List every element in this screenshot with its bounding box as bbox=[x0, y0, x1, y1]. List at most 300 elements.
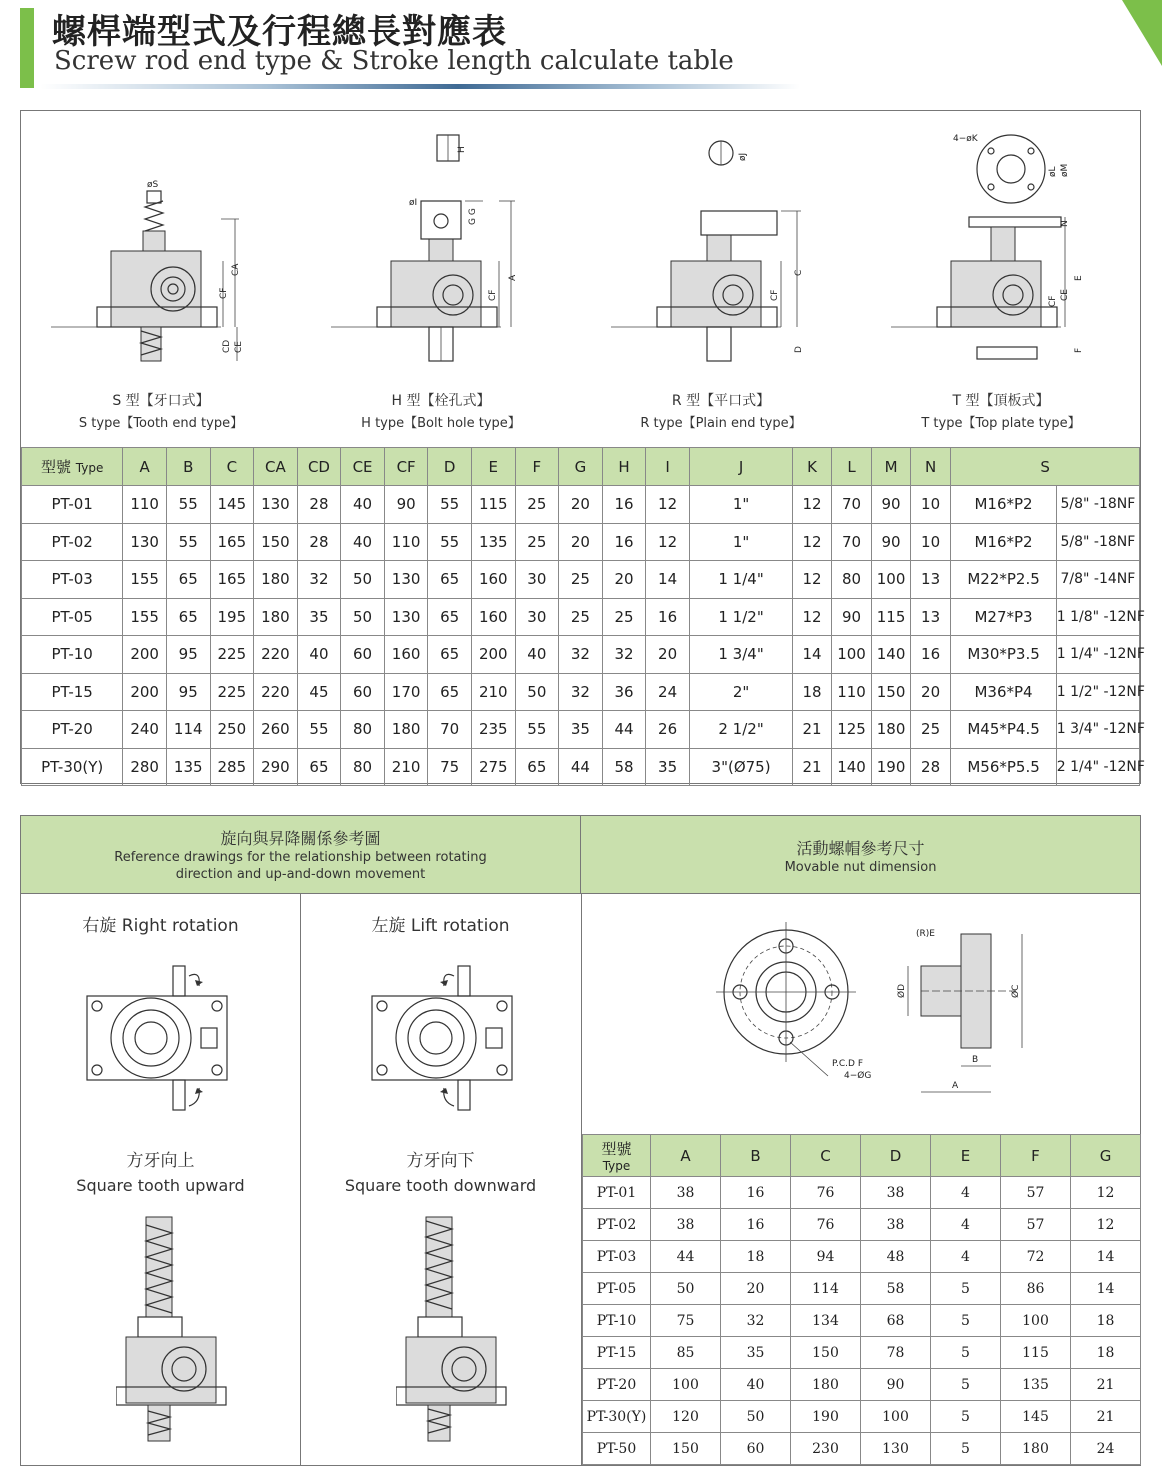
spec-header-col: G bbox=[559, 448, 603, 486]
model-cell: PT-10 bbox=[22, 636, 123, 674]
table-row bbox=[583, 1305, 1141, 1337]
table-cell: 65 bbox=[166, 598, 210, 636]
table-cell: 25 bbox=[559, 561, 603, 599]
model-cell: PT-15 bbox=[583, 1337, 651, 1369]
table-cell: 7/8" -14NF bbox=[1056, 561, 1139, 599]
table-cell: 30 bbox=[515, 561, 559, 599]
page-title-zh: 螺桿端型式及行程總長對應表 bbox=[52, 12, 507, 52]
rotation-reference-title-en-1: Reference drawings for the relationship between rotating bbox=[114, 850, 487, 865]
table-cell: 12 bbox=[793, 598, 832, 636]
table-row bbox=[583, 1369, 1141, 1401]
table-cell: 90 bbox=[872, 523, 911, 561]
spec-header-col: F bbox=[515, 448, 559, 486]
table-cell: 110 bbox=[384, 523, 428, 561]
model-cell: PT-02 bbox=[22, 523, 123, 561]
table-cell: 225 bbox=[210, 636, 254, 674]
table-cell: 40 bbox=[297, 636, 341, 674]
table-row bbox=[583, 1209, 1141, 1241]
model-cell: PT-20 bbox=[583, 1369, 651, 1401]
table-cell: 50 bbox=[515, 673, 559, 711]
type-drawings bbox=[21, 111, 1140, 447]
svg-text:øJ: øJ bbox=[738, 152, 748, 161]
svg-text:CE: CE bbox=[1060, 289, 1070, 301]
table-cell: 145 bbox=[1001, 1401, 1071, 1433]
type-h-label-en: H type【Bolt hole type】 bbox=[361, 416, 521, 431]
table-cell: 160 bbox=[471, 561, 515, 599]
table-cell: 50 bbox=[721, 1401, 791, 1433]
table-cell: 4 bbox=[931, 1177, 1001, 1209]
table-cell: 35 bbox=[297, 598, 341, 636]
table-cell: 225 bbox=[210, 673, 254, 711]
table-cell: 2 1/2" bbox=[689, 711, 792, 749]
table-cell: 5 bbox=[931, 1433, 1001, 1465]
table-cell: 180 bbox=[254, 561, 298, 599]
table-cell: 2 1/4" -12NF bbox=[1056, 748, 1139, 786]
rotation-reference-header bbox=[21, 816, 581, 894]
table-cell: 65 bbox=[428, 673, 472, 711]
table-cell: 114 bbox=[166, 711, 210, 749]
type-t-label-en: T type【Top plate type】 bbox=[921, 416, 1081, 431]
table-cell: 12 bbox=[646, 486, 690, 524]
table-cell: 36 bbox=[602, 673, 646, 711]
table-cell: 12 bbox=[793, 486, 832, 524]
table-cell: 21 bbox=[1071, 1369, 1141, 1401]
table-cell: 65 bbox=[428, 561, 472, 599]
svg-text:G G: G G bbox=[468, 208, 478, 225]
svg-text:øL: øL bbox=[1048, 166, 1058, 177]
table-row bbox=[22, 748, 1140, 786]
nut-a-label: A bbox=[952, 1081, 959, 1091]
table-cell: 32 bbox=[602, 636, 646, 674]
s-type-drawing-icon bbox=[51, 131, 271, 381]
svg-text:øM: øM bbox=[1060, 163, 1070, 177]
spec-header-col: E bbox=[471, 448, 515, 486]
table-cell: 210 bbox=[471, 673, 515, 711]
model-cell: PT-05 bbox=[583, 1273, 651, 1305]
table-row bbox=[583, 1273, 1141, 1305]
table-cell: 16 bbox=[721, 1209, 791, 1241]
table-cell: 16 bbox=[646, 598, 690, 636]
table-cell: 145 bbox=[210, 486, 254, 524]
table-cell: 95 bbox=[166, 673, 210, 711]
nut-c-label: ØC bbox=[1011, 984, 1021, 998]
table-cell: 25 bbox=[559, 598, 603, 636]
table-cell: 1" bbox=[689, 486, 792, 524]
table-cell: 160 bbox=[471, 598, 515, 636]
table-cell: 130 bbox=[384, 561, 428, 599]
rotation-reference-title-en-2: direction and up-and-down movement bbox=[175, 867, 426, 882]
table-cell: 190 bbox=[872, 748, 911, 786]
table-cell: 40 bbox=[721, 1369, 791, 1401]
table-cell: 135 bbox=[166, 748, 210, 786]
type-r-label-en: R type【Plain end type】 bbox=[640, 416, 802, 431]
spec-header-col: A bbox=[123, 448, 167, 486]
svg-text:4−øK: 4−øK bbox=[953, 134, 978, 144]
table-cell: 60 bbox=[721, 1433, 791, 1465]
model-cell: PT-01 bbox=[583, 1177, 651, 1209]
spec-table-header bbox=[22, 448, 1140, 486]
spec-header-col: CE bbox=[341, 448, 385, 486]
svg-text:C: C bbox=[794, 269, 804, 276]
table-cell: 115 bbox=[872, 598, 911, 636]
table-cell: 100 bbox=[831, 636, 872, 674]
model-cell: PT-03 bbox=[22, 561, 123, 599]
table-cell: 86 bbox=[1001, 1273, 1071, 1305]
table-cell: 180 bbox=[872, 711, 911, 749]
table-cell: 40 bbox=[341, 523, 385, 561]
table-cell: 100 bbox=[651, 1369, 721, 1401]
table-cell: 32 bbox=[297, 561, 341, 599]
table-cell: 24 bbox=[646, 673, 690, 711]
table-cell: 165 bbox=[210, 561, 254, 599]
table-row bbox=[583, 1433, 1141, 1465]
table-cell: 110 bbox=[831, 673, 872, 711]
table-cell: 24 bbox=[1071, 1433, 1141, 1465]
table-cell: M30*P3.5 bbox=[951, 636, 1056, 674]
spec-header-col: J bbox=[689, 448, 792, 486]
table-cell: 35 bbox=[721, 1337, 791, 1369]
type-r-label-zh: R 型【平口式】 bbox=[671, 393, 771, 409]
table-cell: 195 bbox=[210, 598, 254, 636]
model-cell: PT-15 bbox=[22, 673, 123, 711]
table-cell: 28 bbox=[910, 748, 951, 786]
left-rotation-label: 左旋 Lift rotation bbox=[371, 916, 510, 936]
table-cell: 75 bbox=[428, 748, 472, 786]
table-row bbox=[22, 598, 1140, 636]
table-cell: 94 bbox=[791, 1241, 861, 1273]
table-cell: 20 bbox=[910, 673, 951, 711]
svg-text:E: E bbox=[1074, 275, 1084, 281]
model-cell: PT-03 bbox=[583, 1241, 651, 1273]
table-cell: 18 bbox=[721, 1241, 791, 1273]
table-cell: 80 bbox=[831, 561, 872, 599]
upward-jack-drawing-icon bbox=[116, 1211, 246, 1451]
table-cell: 80 bbox=[341, 748, 385, 786]
table-cell: 44 bbox=[559, 748, 603, 786]
table-cell: 140 bbox=[831, 748, 872, 786]
table-cell: 5/8" -18NF bbox=[1056, 486, 1139, 524]
table-cell: 5 bbox=[931, 1337, 1001, 1369]
table-cell: 12 bbox=[793, 523, 832, 561]
spec-header-col: CA bbox=[254, 448, 298, 486]
corner-triangle bbox=[1122, 0, 1162, 66]
table-cell: 170 bbox=[384, 673, 428, 711]
spec-header-col: B bbox=[166, 448, 210, 486]
table-cell: 18 bbox=[1071, 1305, 1141, 1337]
table-cell: 90 bbox=[384, 486, 428, 524]
table-cell: 100 bbox=[1001, 1305, 1071, 1337]
spec-table bbox=[21, 447, 1145, 786]
table-cell: 85 bbox=[651, 1337, 721, 1369]
left-rotation-drawing-icon bbox=[366, 956, 526, 1116]
table-cell: 280 bbox=[123, 748, 167, 786]
table-cell: 1" bbox=[689, 523, 792, 561]
table-cell: 12 bbox=[1071, 1209, 1141, 1241]
table-cell: 35 bbox=[646, 748, 690, 786]
table-cell: 2" bbox=[689, 673, 792, 711]
table-cell: 55 bbox=[428, 486, 472, 524]
table-cell: 150 bbox=[254, 523, 298, 561]
table-cell: M56*P5.5 bbox=[951, 748, 1056, 786]
table-cell: 5 bbox=[931, 1273, 1001, 1305]
svg-text:CA: CA bbox=[231, 263, 241, 276]
model-cell: PT-01 bbox=[22, 486, 123, 524]
table-cell: 38 bbox=[861, 1209, 931, 1241]
spec-header-col: I bbox=[646, 448, 690, 486]
nut-dimension-title-zh: 活動螺帽參考尺寸 bbox=[796, 839, 925, 858]
table-cell: 58 bbox=[861, 1273, 931, 1305]
table-cell: 65 bbox=[515, 748, 559, 786]
table-row bbox=[583, 1401, 1141, 1433]
table-row bbox=[22, 486, 1140, 524]
svg-text:CD: CD bbox=[222, 339, 232, 353]
table-row bbox=[22, 561, 1140, 599]
type-s-label-en: S type【Tooth end type】 bbox=[78, 416, 244, 431]
table-cell: 30 bbox=[515, 598, 559, 636]
table-cell: 150 bbox=[651, 1433, 721, 1465]
type-h bbox=[301, 111, 581, 447]
nut-header-col: E bbox=[931, 1135, 1001, 1177]
table-cell: 16 bbox=[602, 486, 646, 524]
table-cell: 76 bbox=[791, 1177, 861, 1209]
page-header bbox=[0, 0, 1162, 110]
nut-header-col: C bbox=[791, 1135, 861, 1177]
table-row bbox=[583, 1337, 1141, 1369]
table-cell: 5 bbox=[931, 1369, 1001, 1401]
table-cell: 1 3/4" -12NF bbox=[1056, 711, 1139, 749]
table-cell: 220 bbox=[254, 636, 298, 674]
table-cell: 160 bbox=[384, 636, 428, 674]
table-cell: 220 bbox=[254, 673, 298, 711]
nut-dimension-header bbox=[581, 816, 1140, 894]
table-cell: 65 bbox=[428, 636, 472, 674]
table-cell: 44 bbox=[602, 711, 646, 749]
table-cell: M16*P2 bbox=[951, 523, 1056, 561]
svg-text:H: H bbox=[457, 146, 467, 153]
table-cell: 250 bbox=[210, 711, 254, 749]
table-cell: 20 bbox=[559, 486, 603, 524]
table-cell: 16 bbox=[910, 636, 951, 674]
rotation-reference-title-zh: 旋向與昇降關係參考圖 bbox=[220, 829, 381, 848]
table-cell: 60 bbox=[341, 673, 385, 711]
table-cell: 110 bbox=[123, 486, 167, 524]
table-cell: 48 bbox=[861, 1241, 931, 1273]
header-accent-bar bbox=[20, 8, 34, 88]
nut-table-header bbox=[583, 1135, 1141, 1177]
table-cell: 120 bbox=[651, 1401, 721, 1433]
table-cell: 38 bbox=[651, 1177, 721, 1209]
header-divider bbox=[40, 84, 800, 89]
type-h-label-zh: H 型【栓孔式】 bbox=[391, 393, 491, 409]
table-cell: 18 bbox=[793, 673, 832, 711]
table-cell: 230 bbox=[791, 1433, 861, 1465]
table-cell: 14 bbox=[793, 636, 832, 674]
model-cell: PT-30(Y) bbox=[22, 748, 123, 786]
table-cell: 115 bbox=[471, 486, 515, 524]
table-cell: 32 bbox=[559, 673, 603, 711]
table-cell: 1 1/2" -12NF bbox=[1056, 673, 1139, 711]
table-cell: 155 bbox=[123, 598, 167, 636]
table-cell: 130 bbox=[384, 598, 428, 636]
spec-header-col: S bbox=[951, 448, 1140, 486]
table-cell: 58 bbox=[602, 748, 646, 786]
nut-drawing-icon bbox=[716, 916, 1056, 1116]
spec-table-body bbox=[22, 486, 1145, 786]
table-cell: 180 bbox=[384, 711, 428, 749]
model-cell: PT-50 bbox=[583, 1433, 651, 1465]
table-row bbox=[583, 1241, 1141, 1273]
table-cell: 21 bbox=[793, 711, 832, 749]
h-type-drawing-icon bbox=[331, 131, 551, 381]
table-cell: 50 bbox=[341, 598, 385, 636]
table-cell: 95 bbox=[166, 636, 210, 674]
table-cell: 28 bbox=[297, 523, 341, 561]
nut-table-body bbox=[583, 1177, 1141, 1465]
nut-pcd-label: P.C.D F bbox=[832, 1059, 863, 1069]
table-cell: 28 bbox=[297, 486, 341, 524]
spec-section bbox=[20, 110, 1145, 784]
downward-label-zh: 方牙向下 bbox=[406, 1151, 475, 1171]
table-cell: 18 bbox=[1071, 1337, 1141, 1369]
table-cell: 65 bbox=[428, 598, 472, 636]
table-cell: 134 bbox=[791, 1305, 861, 1337]
table-cell: 200 bbox=[123, 636, 167, 674]
table-cell: 10 bbox=[910, 523, 951, 561]
table-cell: 21 bbox=[1071, 1401, 1141, 1433]
table-cell: 50 bbox=[341, 561, 385, 599]
nut-d-label: ØD bbox=[897, 983, 907, 998]
downward-label-en: Square tooth downward bbox=[344, 1176, 537, 1195]
table-cell: 55 bbox=[428, 523, 472, 561]
upward-label-zh: 方牙向上 bbox=[126, 1151, 195, 1171]
table-cell: 155 bbox=[123, 561, 167, 599]
model-cell: PT-30(Y) bbox=[583, 1401, 651, 1433]
spec-header-col: M bbox=[872, 448, 911, 486]
svg-text:N: N bbox=[1060, 220, 1070, 227]
downward-jack-drawing-icon bbox=[396, 1211, 526, 1451]
table-cell: 165 bbox=[210, 523, 254, 561]
table-cell: 275 bbox=[471, 748, 515, 786]
nut-header-type: 型號 Type bbox=[583, 1135, 651, 1177]
table-cell: 80 bbox=[341, 711, 385, 749]
svg-text:A: A bbox=[508, 274, 518, 281]
table-cell: 65 bbox=[297, 748, 341, 786]
nut-header-col: A bbox=[651, 1135, 721, 1177]
table-cell: 200 bbox=[471, 636, 515, 674]
table-cell: 135 bbox=[1001, 1369, 1071, 1401]
table-cell: 180 bbox=[254, 598, 298, 636]
table-cell: 40 bbox=[341, 486, 385, 524]
table-cell: 13 bbox=[910, 561, 951, 599]
table-cell: 180 bbox=[791, 1369, 861, 1401]
table-cell: 55 bbox=[515, 711, 559, 749]
table-cell: 38 bbox=[651, 1209, 721, 1241]
spec-header-col: H bbox=[602, 448, 646, 486]
table-cell: 125 bbox=[831, 711, 872, 749]
table-cell: 5 bbox=[931, 1401, 1001, 1433]
table-row bbox=[22, 673, 1140, 711]
table-cell: 1 1/4" bbox=[689, 561, 792, 599]
nut-header-col: F bbox=[1001, 1135, 1071, 1177]
table-cell: 90 bbox=[872, 486, 911, 524]
table-cell: M27*P3 bbox=[951, 598, 1056, 636]
table-cell: 150 bbox=[791, 1337, 861, 1369]
right-rotation-drawing-icon bbox=[81, 956, 241, 1116]
table-cell: 1 1/4" -12NF bbox=[1056, 636, 1139, 674]
table-cell: 70 bbox=[831, 486, 872, 524]
table-cell: 21 bbox=[793, 748, 832, 786]
table-cell: 55 bbox=[166, 486, 210, 524]
table-cell: 12 bbox=[793, 561, 832, 599]
table-cell: 55 bbox=[166, 523, 210, 561]
table-cell: 32 bbox=[721, 1305, 791, 1337]
table-cell: 25 bbox=[910, 711, 951, 749]
t-type-drawing-icon bbox=[891, 131, 1111, 381]
table-cell: 150 bbox=[872, 673, 911, 711]
table-cell: 3"(Ø75) bbox=[689, 748, 792, 786]
table-cell: 12 bbox=[1071, 1177, 1141, 1209]
table-cell: 20 bbox=[646, 636, 690, 674]
table-cell: 115 bbox=[1001, 1337, 1071, 1369]
table-cell: 130 bbox=[123, 523, 167, 561]
table-cell: 260 bbox=[254, 711, 298, 749]
type-s bbox=[21, 111, 301, 447]
table-cell: M36*P4 bbox=[951, 673, 1056, 711]
table-cell: 16 bbox=[602, 523, 646, 561]
table-cell: 25 bbox=[602, 598, 646, 636]
nut-table bbox=[582, 1134, 1141, 1465]
type-t bbox=[861, 111, 1141, 447]
table-cell: 20 bbox=[602, 561, 646, 599]
svg-text:CF: CF bbox=[219, 287, 229, 299]
table-cell: 57 bbox=[1001, 1209, 1071, 1241]
type-t-label-zh: T 型【頂板式】 bbox=[952, 393, 1050, 409]
svg-text:CF: CF bbox=[488, 289, 498, 301]
table-cell: 40 bbox=[515, 636, 559, 674]
svg-text:øI: øI bbox=[409, 198, 418, 208]
table-cell: 55 bbox=[297, 711, 341, 749]
table-cell: 235 bbox=[471, 711, 515, 749]
table-cell: 45 bbox=[297, 673, 341, 711]
table-cell: 32 bbox=[559, 636, 603, 674]
spec-header-col: N bbox=[910, 448, 951, 486]
svg-text:CF: CF bbox=[1048, 295, 1058, 307]
table-cell: 14 bbox=[1071, 1273, 1141, 1305]
table-cell: 38 bbox=[861, 1177, 931, 1209]
table-cell: 72 bbox=[1001, 1241, 1071, 1273]
table-cell: 12 bbox=[646, 523, 690, 561]
table-cell: 240 bbox=[123, 711, 167, 749]
table-cell: 4 bbox=[931, 1241, 1001, 1273]
table-cell: 14 bbox=[1071, 1241, 1141, 1273]
type-s-label-zh: S 型【牙口式】 bbox=[112, 393, 210, 409]
spec-header-col: CF bbox=[384, 448, 428, 486]
table-cell: 1 3/4" bbox=[689, 636, 792, 674]
table-cell: 57 bbox=[1001, 1177, 1071, 1209]
table-cell: 90 bbox=[861, 1369, 931, 1401]
spec-header-type: 型號 Type bbox=[22, 448, 123, 486]
model-cell: PT-10 bbox=[583, 1305, 651, 1337]
reference-section bbox=[20, 815, 1141, 1466]
table-cell: 13 bbox=[910, 598, 951, 636]
nut-header-col: D bbox=[861, 1135, 931, 1177]
table-cell: 130 bbox=[861, 1433, 931, 1465]
table-cell: 285 bbox=[210, 748, 254, 786]
table-cell: 65 bbox=[166, 561, 210, 599]
table-cell: 78 bbox=[861, 1337, 931, 1369]
svg-text:CF: CF bbox=[770, 289, 780, 301]
table-cell: 68 bbox=[861, 1305, 931, 1337]
